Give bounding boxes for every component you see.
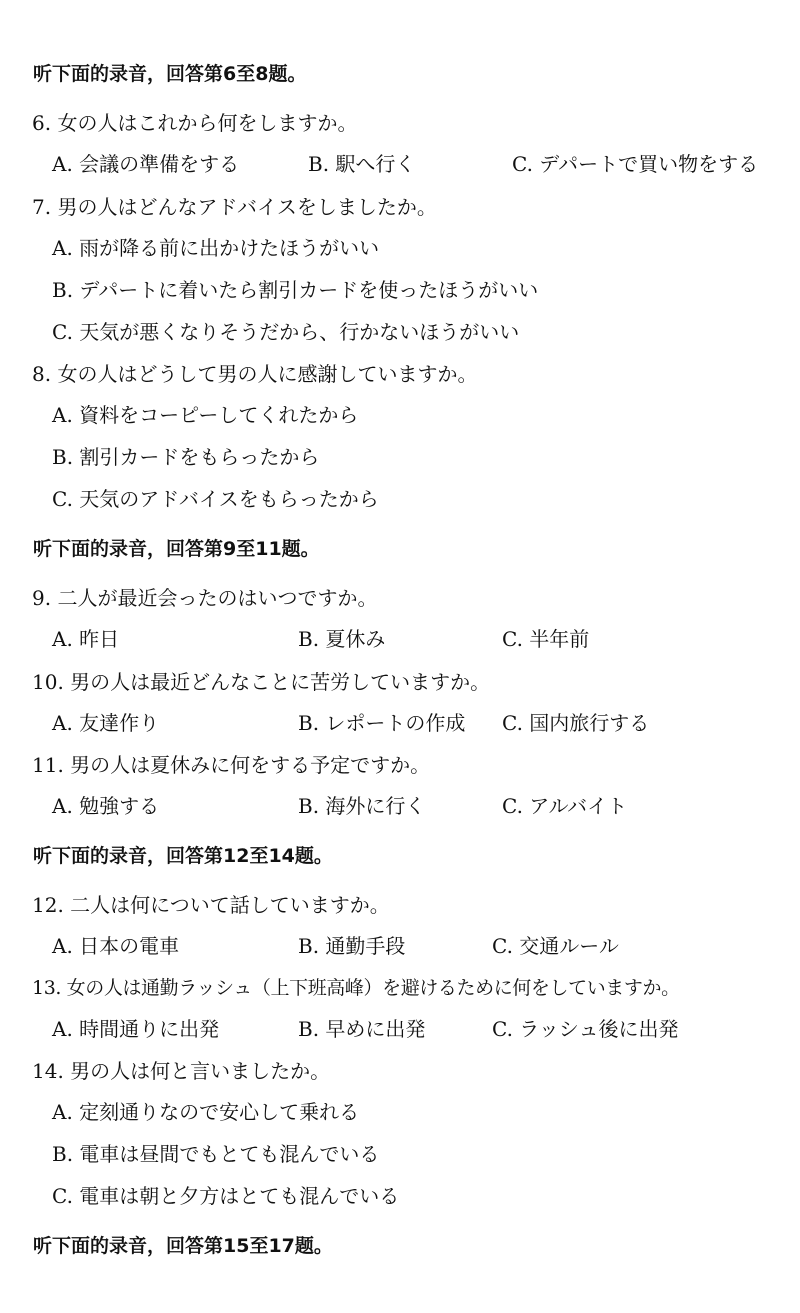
option-6c: C. デパートで買い物をする — [512, 152, 759, 176]
question-13: 13. 女の人は通勤ラッシュ（上下班高峰）を避けるために何をしていますか。 — [32, 977, 680, 999]
option-7c: C. 天気が悪くなりそうだから、行かないほうがいい — [52, 320, 520, 344]
section-heading: 听下面的录音，回答第15至17题。 — [33, 1235, 333, 1257]
section-heading: 听下面的录音，回答第9至11题。 — [33, 538, 320, 560]
option-7b: B. デパートに着いたら割引カードを使ったほうがいい — [52, 278, 539, 302]
option-6a: A. 会議の準備をする — [52, 152, 240, 176]
option-10a: A. 友達作り — [52, 711, 160, 735]
option-11c: C. アルバイト — [502, 794, 628, 818]
option-11a: A. 勉強する — [52, 794, 160, 818]
option-9c: C. 半年前 — [502, 627, 590, 651]
option-9b: B. 夏休み — [298, 627, 386, 651]
option-14b: B. 電車は昼間でもとても混んでいる — [52, 1142, 380, 1166]
option-11b: B. 海外に行く — [298, 794, 426, 818]
question-9: 9. 二人が最近会ったのはいつですか。 — [32, 586, 378, 610]
option-14a: A. 定刻通りなので安心して乗れる — [52, 1100, 360, 1124]
section-heading: 听下面的录音，回答第6至8题。 — [33, 63, 307, 85]
option-12c: C. 交通ルール — [492, 934, 619, 958]
option-10c: C. 国内旅行する — [502, 711, 650, 735]
option-6b: B. 駅へ行く — [308, 152, 416, 176]
option-8a: A. 資料をコーピーしてくれたから — [52, 403, 359, 427]
option-9a: A. 昨日 — [52, 627, 120, 651]
option-13c: C. ラッシュ後に出発 — [492, 1017, 679, 1041]
question-8: 8. 女の人はどうして男の人に感謝していますか。 — [32, 362, 478, 386]
option-12b: B. 通勤手段 — [298, 934, 406, 958]
question-11: 11. 男の人は夏休みに何をする予定ですか。 — [32, 753, 431, 777]
section-heading: 听下面的录音，回答第12至14题。 — [33, 845, 333, 867]
question-12: 12. 二人は何について話していますか。 — [32, 893, 390, 917]
option-10b: B. レポートの作成 — [298, 711, 466, 735]
option-8b: B. 割引カードをもらったから — [52, 445, 320, 469]
option-14c: C. 電車は朝と夕方はとても混んでいる — [52, 1184, 400, 1208]
option-12a: A. 日本の電車 — [52, 934, 180, 958]
option-8c: C. 天気のアドバイスをもらったから — [52, 487, 379, 511]
option-13a: A. 時間通りに出発 — [52, 1017, 220, 1041]
option-7a: A. 雨が降る前に出かけたほうがいい — [52, 236, 380, 260]
question-10: 10. 男の人は最近どんなことに苦労していますか。 — [32, 670, 491, 694]
question-14: 14. 男の人は何と言いましたか。 — [32, 1059, 331, 1083]
question-7: 7. 男の人はどんなアドバイスをしましたか。 — [32, 195, 437, 219]
question-6: 6. 女の人はこれから何をしますか。 — [32, 111, 358, 135]
option-13b: B. 早めに出発 — [298, 1017, 426, 1041]
